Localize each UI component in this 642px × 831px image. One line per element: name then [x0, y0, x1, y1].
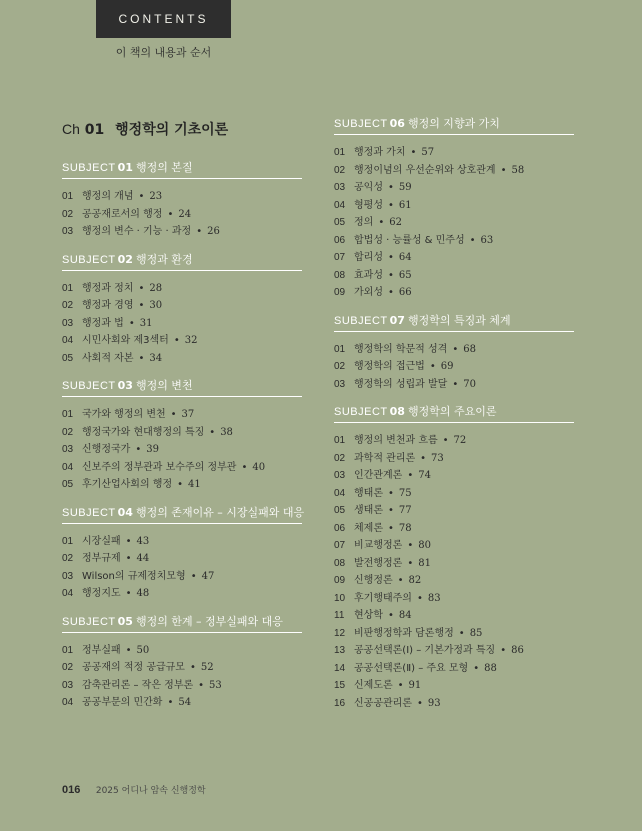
entry-number: 11 — [334, 610, 345, 621]
entry-title: 신보주의 정부관과 보수주의 정부관 — [82, 461, 237, 473]
entry-title: 가외성 — [354, 287, 383, 298]
toc-entry[interactable] — [334, 572, 574, 590]
entry-number: 03 — [334, 378, 346, 390]
entry-page: 44 — [136, 553, 150, 564]
entry-page: 38 — [220, 426, 233, 438]
entry-page: 24 — [178, 208, 192, 220]
entry-number: 15 — [334, 680, 346, 691]
toc-right-column — [334, 115, 574, 722]
entry-page: 84 — [398, 610, 412, 621]
entry-number: 01 — [334, 147, 346, 158]
entry-page: 57 — [421, 147, 435, 158]
toc-entry[interactable] — [62, 533, 302, 551]
toc-entry[interactable] — [334, 537, 574, 555]
bullet-separator: • — [387, 252, 394, 263]
toc-entry[interactable] — [334, 625, 574, 643]
bullet-separator: • — [378, 217, 385, 228]
bullet-separator: • — [420, 452, 427, 464]
toc-entry[interactable] — [334, 607, 574, 625]
entry-page: 68 — [463, 343, 476, 355]
entry-page: 85 — [469, 627, 483, 639]
entry-page: 81 — [418, 557, 431, 569]
entry-number: 05 — [334, 505, 346, 516]
bullet-separator: • — [138, 282, 145, 294]
entry-title: 시장실패 — [82, 535, 121, 547]
entry-page: 28 — [149, 282, 163, 294]
entry-page: 50 — [136, 644, 150, 656]
toc-entry[interactable] — [334, 179, 574, 197]
bullet-separator: • — [407, 470, 414, 481]
entry-number: 04 — [334, 199, 346, 211]
toc-entry[interactable] — [334, 249, 574, 267]
entry-title: 행정이념의 우선순위와 상호관계 — [354, 164, 496, 176]
entry-title: 합법성 · 능률성 & 민주성 — [354, 234, 465, 246]
toc-entry[interactable] — [62, 642, 302, 660]
entry-number: 01 — [334, 343, 346, 355]
entry-page: 64 — [398, 252, 412, 263]
subject-number: 02 — [117, 252, 133, 266]
entry-page: 78 — [398, 522, 412, 534]
entry-title: 체제론 — [354, 522, 383, 534]
subject-heading — [62, 613, 302, 633]
entry-number: 03 — [62, 317, 74, 329]
entry-page: 52 — [200, 662, 214, 673]
bullet-separator: • — [387, 182, 394, 193]
entry-number: 05 — [334, 217, 346, 228]
subject-heading — [334, 403, 574, 423]
entry-number: 04 — [62, 335, 74, 346]
entry-page: 69 — [440, 361, 454, 372]
entry-page: 72 — [453, 435, 467, 446]
toc-entry[interactable] — [62, 677, 302, 695]
entry-number: 05 — [62, 352, 74, 364]
entry-page: 37 — [181, 409, 195, 420]
entry-page: 91 — [408, 680, 422, 691]
bullet-separator: • — [397, 575, 404, 586]
entry-title: 행정학의 성립과 발달 — [354, 378, 448, 390]
entry-title: 발전행정론 — [354, 557, 403, 569]
bullet-separator: • — [387, 199, 394, 211]
entry-page: 74 — [418, 470, 431, 481]
entry-number: 03 — [62, 570, 74, 582]
bullet-separator: • — [469, 234, 476, 246]
bullet-separator: • — [173, 335, 180, 346]
subject-title: 행정학의 특징과 체계 — [407, 313, 511, 327]
entry-title: 행정과 정치 — [82, 282, 134, 294]
bullet-separator: • — [410, 147, 417, 158]
entry-number: 03 — [62, 444, 74, 455]
bullet-separator: • — [198, 679, 205, 691]
subject-title: 행정의 본질 — [135, 161, 193, 174]
entry-page: 66 — [398, 287, 412, 298]
entry-page: 70 — [463, 378, 476, 390]
toc-entry[interactable] — [334, 502, 574, 520]
toc-entry[interactable] — [334, 284, 574, 302]
chapter-prefix: Ch — [62, 121, 80, 137]
entry-title: Wilson의 규제정치모형 — [82, 570, 186, 582]
chapter-number: 01 — [84, 122, 105, 138]
entry-number: 07 — [334, 252, 346, 263]
bullet-separator: • — [452, 343, 459, 355]
entry-title: 공공선택론(Ⅰ) – 기본가정과 특징 — [354, 645, 496, 656]
toc-entry[interactable] — [62, 424, 302, 442]
toc-entry[interactable] — [62, 332, 302, 350]
entry-title: 행정의 변천과 흐름 — [354, 435, 438, 446]
toc-entry[interactable] — [334, 660, 574, 678]
toc-entry[interactable] — [62, 568, 302, 586]
bullet-separator: • — [125, 535, 132, 547]
entry-page: 47 — [201, 570, 215, 582]
entry-title: 과학적 관리론 — [354, 452, 416, 464]
bullet-separator: • — [458, 627, 465, 639]
entry-title: 사회적 자본 — [82, 352, 134, 364]
entry-page: 30 — [149, 300, 163, 311]
entry-number: 16 — [334, 697, 346, 709]
bullet-separator: • — [387, 269, 394, 281]
toc-entry[interactable] — [62, 206, 302, 224]
bullet-separator: • — [500, 645, 507, 656]
entry-title: 현상학 — [354, 610, 383, 621]
toc-entry[interactable] — [334, 642, 574, 660]
subject-title: 행정의 존재이유 – 시장실패와 대응 — [135, 505, 305, 519]
bullet-separator: • — [416, 697, 423, 709]
subject-number: 04 — [117, 505, 133, 519]
bullet-separator: • — [241, 461, 248, 473]
entry-page: 39 — [146, 444, 159, 455]
entry-number: 02 — [334, 361, 346, 372]
toc-entry[interactable] — [62, 550, 302, 568]
entry-number: 02 — [62, 208, 74, 220]
entry-title: 신행정국가 — [82, 444, 131, 455]
bullet-separator: • — [125, 553, 132, 564]
entry-number: 02 — [62, 662, 74, 673]
bullet-separator: • — [387, 505, 394, 516]
entry-page: 93 — [427, 697, 441, 709]
toc-entry[interactable] — [62, 694, 302, 712]
toc-entry[interactable] — [62, 441, 302, 459]
subject-number: 07 — [389, 313, 405, 327]
entry-title: 행정학의 학문적 성격 — [354, 343, 448, 355]
bullet-separator: • — [167, 697, 174, 708]
bullet-separator: • — [452, 378, 459, 390]
toc-entry[interactable] — [334, 144, 574, 162]
entry-title: 정의 — [354, 217, 374, 228]
entry-number: 13 — [334, 645, 346, 656]
entry-page: 58 — [511, 164, 525, 176]
entry-number: 01 — [334, 435, 346, 446]
entry-number: 03 — [334, 470, 346, 481]
entry-number: 02 — [334, 164, 346, 176]
bullet-separator: • — [167, 208, 174, 220]
toc-entry[interactable] — [62, 659, 302, 677]
subject-title: 행정의 지향과 가치 — [407, 117, 500, 130]
entry-page: 41 — [188, 479, 201, 490]
subject-section — [62, 377, 302, 494]
entry-page: 26 — [207, 226, 220, 237]
entry-number: 12 — [334, 627, 346, 639]
toc-entry[interactable] — [334, 485, 574, 503]
entry-title: 행정국가와 현대행정의 특징 — [82, 426, 205, 438]
subject-section — [334, 115, 574, 302]
entry-number: 02 — [334, 452, 346, 464]
toc-entry[interactable] — [334, 450, 574, 468]
toc-entry[interactable] — [334, 358, 574, 376]
entry-page: 61 — [398, 199, 412, 211]
entry-number: 01 — [62, 282, 74, 294]
entry-page: 48 — [136, 588, 150, 599]
entry-number: 14 — [334, 662, 346, 674]
bullet-separator: • — [387, 487, 394, 499]
chapter-name: 행정학의 기초이론 — [115, 122, 229, 138]
toc-entry[interactable] — [62, 223, 302, 241]
entry-number: 10 — [334, 592, 346, 604]
entry-page: 31 — [139, 317, 153, 329]
subject-number: 06 — [389, 117, 405, 130]
toc-entry[interactable] — [334, 376, 574, 394]
toc-left-column — [62, 159, 305, 722]
toc-entry[interactable] — [334, 695, 574, 713]
entry-page: 65 — [398, 269, 412, 281]
toc-entry[interactable] — [62, 297, 302, 315]
contents-subtitle: 이 책의 내용과 순서 — [115, 46, 212, 59]
toc-entry[interactable] — [62, 476, 302, 494]
subject-keyword: SUBJECT — [62, 253, 116, 266]
entry-number: 03 — [62, 679, 74, 691]
toc-entry[interactable] — [334, 677, 574, 695]
subject-heading — [334, 312, 574, 332]
entry-title: 행정학의 접근법 — [354, 361, 425, 372]
subject-section — [62, 504, 305, 603]
bullet-separator: • — [407, 557, 414, 569]
entry-title: 행정과 경영 — [82, 300, 134, 311]
bullet-separator: • — [209, 426, 216, 438]
entry-number: 02 — [62, 553, 74, 564]
bullet-separator: • — [387, 522, 394, 534]
bullet-separator: • — [128, 317, 135, 329]
toc-entry[interactable] — [62, 585, 302, 603]
toc-entry[interactable] — [334, 162, 574, 180]
entry-number: 01 — [62, 191, 74, 202]
entry-title: 시민사회와 제3섹터 — [82, 335, 169, 346]
toc-entry[interactable] — [62, 280, 302, 298]
entry-page: 82 — [408, 575, 422, 586]
bullet-separator: • — [196, 226, 203, 237]
entry-page: 34 — [149, 352, 163, 364]
entry-number: 09 — [334, 287, 346, 298]
subject-heading — [62, 251, 302, 271]
toc-entry[interactable] — [334, 555, 574, 573]
entry-page: 59 — [398, 182, 412, 193]
subject-title: 행정과 환경 — [135, 252, 193, 266]
entry-number: 08 — [334, 557, 346, 569]
page-number: 016 — [62, 784, 81, 796]
subject-title: 행정의 한계 – 정부실패와 대응 — [135, 614, 283, 628]
entry-title: 공공선택론(Ⅱ) – 주요 모형 — [354, 662, 469, 674]
bullet-separator: • — [397, 680, 404, 691]
entry-title: 감축관리론 – 작은 정부론 — [82, 679, 194, 691]
entry-title: 인간관계론 — [354, 470, 403, 481]
entry-number: 01 — [62, 409, 74, 420]
bullet-separator: • — [387, 610, 394, 621]
toc-entry[interactable] — [334, 590, 574, 608]
bullet-separator: • — [407, 540, 414, 551]
subject-section — [334, 403, 574, 712]
subject-title: 행정학의 주요이론 — [407, 405, 497, 418]
entry-number: 06 — [334, 522, 346, 534]
toc-entry[interactable] — [334, 267, 574, 285]
entry-title: 정부규제 — [82, 553, 121, 564]
subject-section — [62, 159, 302, 241]
bullet-separator: • — [473, 662, 480, 674]
entry-page: 62 — [389, 217, 402, 228]
entry-title: 행정과 가치 — [354, 147, 406, 158]
entry-title: 정부실패 — [82, 644, 121, 656]
entry-title: 신행정론 — [354, 575, 393, 586]
subject-keyword: SUBJECT — [62, 162, 116, 174]
bullet-separator: • — [500, 164, 507, 176]
contents-tab: CONTENTS — [96, 0, 231, 38]
subject-keyword: SUBJECT — [334, 314, 388, 327]
subject-number: 01 — [117, 161, 133, 174]
entry-number: 04 — [62, 461, 74, 473]
toc-entry[interactable] — [62, 406, 302, 424]
entry-page: 63 — [480, 234, 494, 246]
entry-number: 01 — [62, 535, 74, 547]
entry-page: 32 — [184, 335, 198, 346]
toc-entry[interactable] — [62, 350, 302, 368]
bullet-separator: • — [190, 570, 197, 582]
entry-number: 09 — [334, 575, 346, 586]
bullet-separator: • — [138, 352, 145, 364]
entry-title: 효과성 — [354, 269, 383, 281]
entry-page: 83 — [427, 592, 441, 604]
subject-keyword: SUBJECT — [334, 406, 388, 418]
subject-section — [62, 613, 302, 712]
entry-number: 02 — [62, 300, 74, 311]
subject-number: 03 — [117, 379, 133, 392]
bullet-separator: • — [138, 191, 145, 202]
subject-section — [334, 312, 574, 394]
entry-number: 06 — [334, 234, 346, 246]
subject-keyword: SUBJECT — [62, 506, 116, 519]
entry-number: 08 — [334, 269, 346, 281]
entry-number: 03 — [334, 182, 346, 193]
entry-page: 40 — [252, 461, 266, 473]
entry-page: 75 — [398, 487, 412, 499]
page-footer — [62, 783, 206, 796]
entry-title: 신공공관리론 — [354, 697, 412, 709]
entry-number: 01 — [62, 644, 74, 656]
bullet-separator: • — [416, 592, 423, 604]
toc-entry[interactable] — [334, 214, 574, 232]
entry-title: 행태론 — [354, 487, 383, 499]
entry-title: 비판행정학과 담론행정 — [354, 627, 454, 639]
subject-number: 05 — [117, 614, 133, 628]
bullet-separator: • — [442, 435, 449, 446]
book-title: 2025 어디나 암속 신행정학 — [95, 786, 206, 796]
entry-title: 합리성 — [354, 252, 383, 263]
entry-title: 후기행태주의 — [354, 592, 412, 604]
toc-entry[interactable] — [62, 315, 302, 333]
entry-number: 04 — [334, 487, 346, 499]
entry-number: 05 — [62, 479, 74, 490]
entry-title: 비교행정론 — [354, 540, 403, 551]
toc-entry[interactable] — [334, 232, 574, 250]
entry-number: 04 — [62, 588, 74, 599]
entry-title: 국가와 행정의 변천 — [82, 409, 166, 420]
entry-title: 행정의 변수 · 기능 · 과정 — [82, 226, 192, 237]
subject-keyword: SUBJECT — [62, 615, 116, 628]
entry-title: 행정지도 — [82, 588, 121, 599]
entry-page: 43 — [136, 535, 150, 547]
entry-title: 후기산업사회의 행정 — [82, 479, 173, 490]
entry-page: 73 — [431, 452, 444, 464]
entry-title: 신제도론 — [354, 680, 393, 691]
toc-entry[interactable] — [62, 459, 302, 477]
entry-title: 공공부문의 민간화 — [82, 697, 163, 708]
subject-title: 행정의 변천 — [135, 379, 193, 392]
bullet-separator: • — [138, 300, 145, 311]
entry-number: 04 — [62, 697, 74, 708]
subject-heading — [62, 504, 305, 524]
entry-title: 생태론 — [354, 505, 383, 516]
bullet-separator: • — [429, 361, 436, 372]
entry-number: 03 — [62, 226, 74, 237]
toc-entry[interactable] — [334, 341, 574, 359]
toc-entry[interactable] — [334, 467, 574, 485]
entry-title: 공공재로서의 행정 — [82, 208, 163, 220]
entry-number: 07 — [334, 540, 346, 551]
entry-page: 23 — [149, 191, 163, 202]
subject-heading — [334, 115, 574, 135]
subject-heading — [62, 377, 302, 397]
subject-keyword: SUBJECT — [62, 380, 116, 392]
entry-number: 02 — [62, 426, 74, 438]
chapter-title — [62, 119, 228, 139]
entry-page: 80 — [418, 540, 431, 551]
entry-title: 행정과 법 — [82, 317, 124, 329]
entry-page: 54 — [178, 697, 192, 708]
bullet-separator: • — [125, 644, 132, 656]
toc-entry[interactable] — [334, 197, 574, 215]
entry-page: 53 — [209, 679, 222, 691]
subject-heading — [62, 159, 302, 179]
entry-title: 공공재의 적정 공급규모 — [82, 662, 185, 673]
entry-page: 88 — [484, 662, 497, 674]
bullet-separator: • — [189, 662, 196, 673]
entry-title: 행정의 개념 — [82, 191, 134, 202]
subject-section — [62, 251, 302, 368]
entry-page: 77 — [398, 505, 412, 516]
toc-entry[interactable] — [334, 432, 574, 450]
toc-entry[interactable] — [62, 188, 302, 206]
toc-entry[interactable] — [334, 520, 574, 538]
entry-page: 86 — [511, 645, 524, 656]
bullet-separator: • — [125, 588, 132, 599]
bullet-separator: • — [177, 479, 184, 490]
bullet-separator: • — [387, 287, 394, 298]
subject-number: 08 — [389, 405, 405, 418]
entry-title: 형평성 — [354, 199, 383, 211]
subject-keyword: SUBJECT — [334, 118, 388, 130]
bullet-separator: • — [135, 444, 142, 455]
bullet-separator: • — [170, 409, 177, 420]
entry-title: 공익성 — [354, 182, 383, 193]
